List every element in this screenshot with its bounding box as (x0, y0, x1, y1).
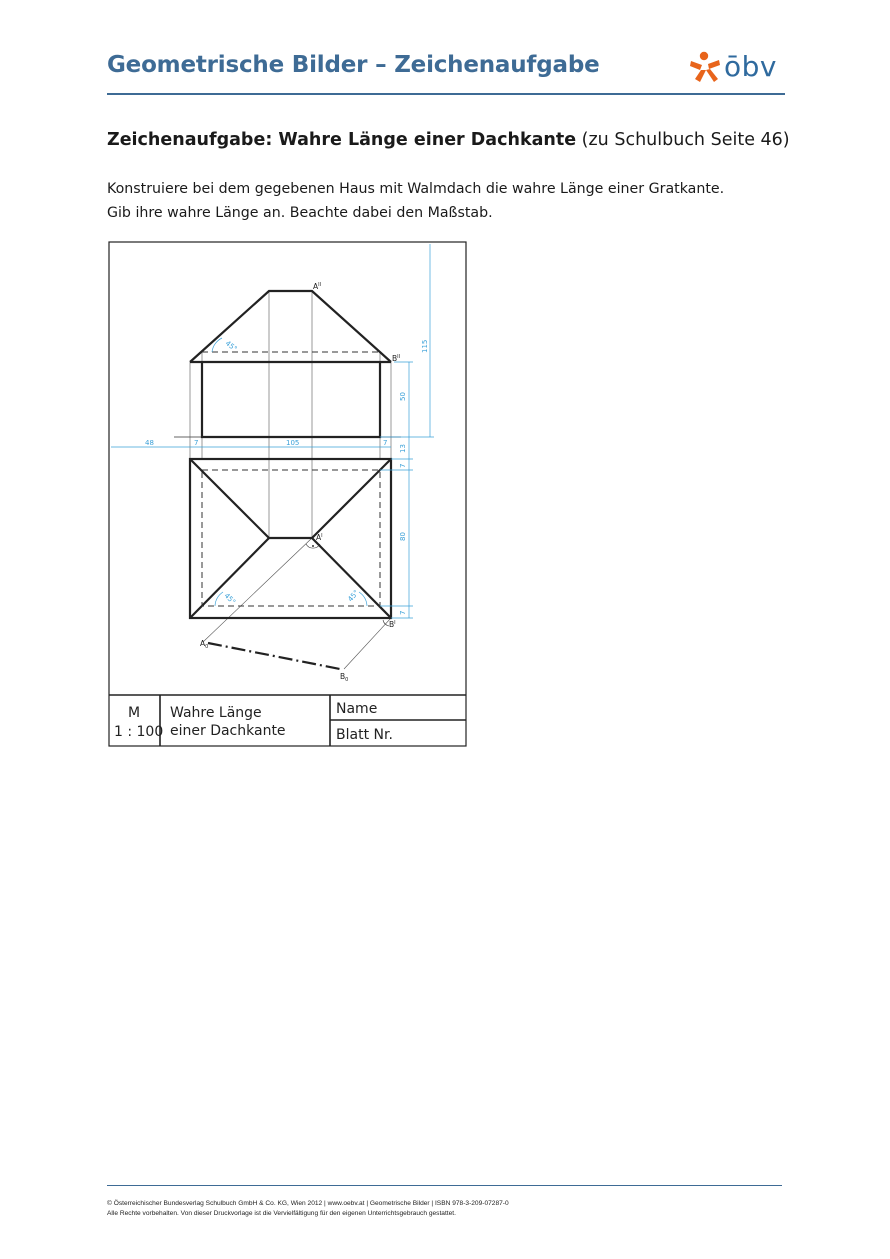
dim-115: 115 (421, 339, 429, 353)
dim-7-left: 7 (194, 439, 199, 447)
footer-rights: Alle Rechte vorbehalten. Von dieser Druckvorlage ist die Vervielfältigung für den eigenen Unterrichtsgebrauch gestattet. (107, 1210, 456, 1217)
label-a-front-sup: II (318, 282, 322, 288)
svg-text:B0 (340, 672, 348, 683)
scale-label: M (128, 705, 141, 721)
svg-text:AI (316, 533, 323, 542)
label-b-front: B (392, 354, 398, 363)
sheet-label: Blatt Nr. (336, 727, 393, 743)
label-a-top-sup: I (321, 533, 323, 539)
label-a-top: A (316, 533, 322, 542)
label-b-top: B (389, 620, 395, 629)
dim-7-right: 7 (383, 439, 388, 447)
footer-divider (107, 1185, 782, 1186)
label-b-top-sup: I (394, 620, 396, 626)
task-heading-bold: Zeichenaufgabe: Wahre Länge einer Dachkante (107, 130, 577, 150)
angle-top-right: 45° (346, 588, 361, 604)
svg-text:A0 (200, 639, 208, 650)
angle-top-left: 45° (222, 591, 238, 607)
dim-7-top: 7 (399, 463, 407, 468)
dim-13: 13 (399, 444, 407, 453)
label-a-front: A (313, 282, 319, 291)
drawing-title-line-2: einer Dachkante (170, 723, 286, 739)
scale-value: 1 : 100 (114, 724, 164, 740)
page-title: Geometrische Bilder – Zeichenaufgabe (107, 52, 600, 78)
dim-7-bottom: 7 (399, 610, 407, 615)
instruction-line-2: Gib ihre wahre Länge an. Beachte dabei den Maßstab. (107, 205, 493, 221)
svg-text:BI (389, 620, 396, 629)
task-heading-reference: (zu Schulbuch Seite 46) (581, 130, 790, 150)
dimension-lines (111, 244, 434, 618)
drawing-title-line-1: Wahre Länge (170, 705, 262, 721)
label-b-front-sup: II (397, 354, 401, 360)
drawing-frame (109, 242, 466, 746)
title-block-texts (114, 701, 393, 743)
name-label: Name (336, 701, 378, 717)
dim-105: 105 (286, 439, 300, 447)
svg-text:AII (313, 282, 321, 291)
right-angle-dot (312, 545, 314, 547)
right-angle-marks (306, 544, 389, 626)
label-b0-sub: 0 (345, 677, 349, 683)
ordinal-lines (190, 291, 391, 669)
dim-48: 48 (145, 439, 154, 447)
dim-80: 80 (399, 532, 407, 541)
footer-copyright: © Österreichischer Bundesverlag Schulbuch GmbH & Co. KG, Wien 2012 | www.oebv.at | Geometrische Bilder | ISBN 978-3-209-07287-0 (107, 1200, 509, 1207)
label-a0-sub: 0 (205, 644, 209, 650)
true-length-line (208, 643, 340, 669)
label-b0: B (340, 672, 346, 681)
angle-front: 45° (223, 339, 239, 354)
label-a0: A (200, 639, 206, 648)
footer (107, 1199, 509, 1219)
logo-text: ōbv (724, 50, 777, 83)
dim-50: 50 (399, 392, 407, 401)
dimension-texts (145, 339, 429, 615)
front-view (190, 291, 391, 437)
instruction-line-1: Konstruiere bei dem gegebenen Haus mit Walmdach die wahre Länge einer Gratkante. (107, 181, 725, 197)
